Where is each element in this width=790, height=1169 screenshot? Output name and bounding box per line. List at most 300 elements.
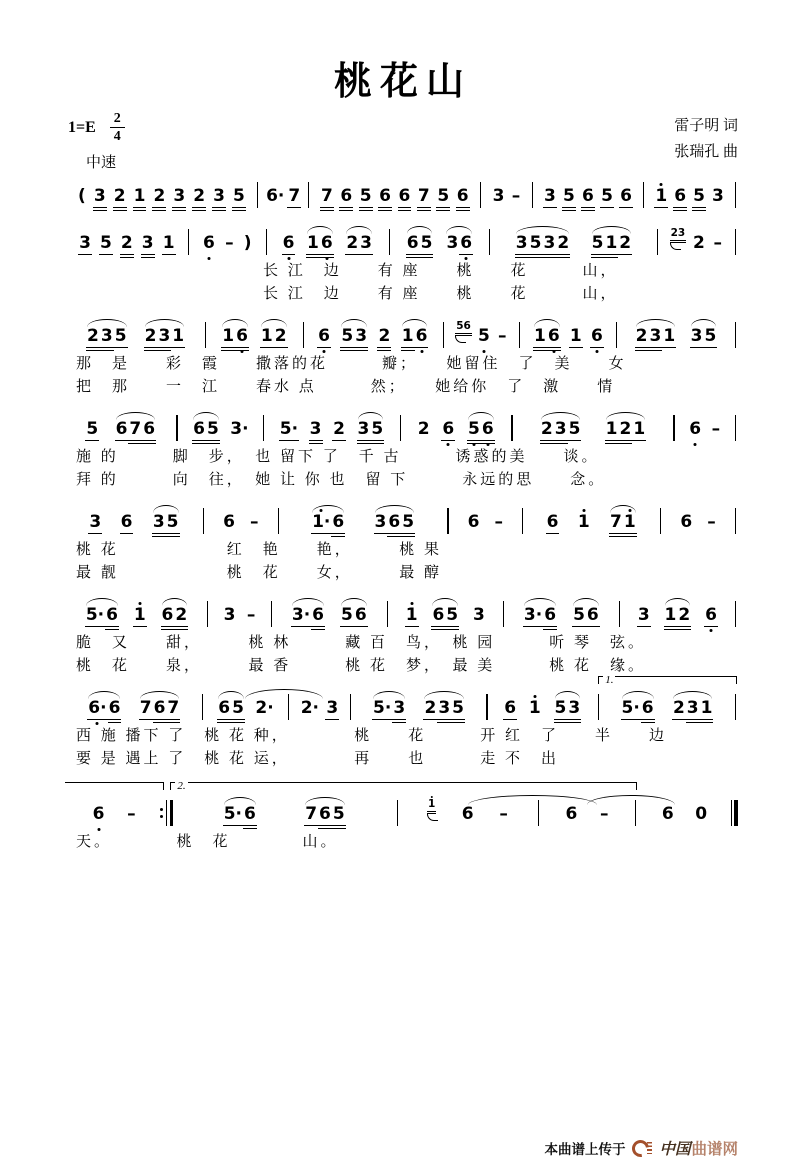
lyrics-row: 把 那 一 江 春水 点 然； 她给你 了 激 情: [76, 379, 616, 395]
measure: [622, 606, 733, 631]
site-logo-icon: [632, 1140, 652, 1157]
note: 1: [654, 187, 668, 212]
note: 6: [441, 420, 455, 445]
measure: [535, 187, 641, 212]
note: 6: [354, 606, 368, 631]
key-signature: 1=E: [68, 118, 96, 136]
note: 0: [695, 804, 708, 824]
barline: [619, 601, 620, 627]
note: 2: [86, 327, 100, 352]
note: 2: [144, 327, 158, 352]
slur-arc: [553, 699, 583, 724]
score: [68, 178, 738, 853]
barline: [288, 694, 289, 720]
measure: [306, 327, 441, 352]
slur-arc: [220, 327, 250, 352]
barline: [522, 508, 523, 534]
barline: [735, 694, 736, 720]
measure: [390, 606, 501, 631]
lyrics-row: 脆 又 甜， 桃 林 藏 百 鸟， 桃 园 听 琴 弦。: [76, 635, 647, 651]
note: 3: [543, 187, 557, 212]
note: 5: [692, 187, 706, 212]
slur-arc: [689, 327, 719, 352]
note: 6: [641, 699, 655, 724]
note: 1: [528, 699, 542, 724]
note: 6: [217, 699, 231, 724]
note: 5: [477, 327, 491, 352]
measure: [281, 513, 446, 538]
barline: [205, 322, 206, 348]
barline: [400, 415, 401, 441]
measure: [68, 606, 205, 631]
slur-arc: [356, 420, 386, 445]
barline: [735, 415, 736, 441]
measure: [269, 234, 387, 259]
dash: –: [498, 326, 507, 346]
note: 5: [451, 699, 465, 724]
volta-label: 1.: [605, 674, 614, 686]
volta-bracket: [170, 782, 399, 790]
note: 1: [623, 513, 637, 538]
slur-arc: [532, 327, 562, 352]
slur-arc: [344, 234, 374, 259]
time-signature-denominator: 4: [110, 127, 125, 145]
note: 3: [223, 605, 236, 625]
dash: –: [599, 804, 609, 824]
note: 6: [243, 805, 257, 830]
time-signature: [110, 110, 125, 145]
note: 3: [141, 234, 155, 259]
note: 5: [703, 327, 717, 352]
note: 3: [359, 234, 373, 259]
note: 5·: [279, 420, 299, 445]
slur-arc: [539, 420, 583, 445]
note: 6: [318, 805, 332, 830]
note: 6: [202, 234, 216, 259]
note: 3: [354, 327, 368, 352]
note: 6: [105, 606, 119, 631]
note: 6·: [87, 699, 107, 724]
music-system: [68, 597, 738, 677]
grace-note-digits: 23: [670, 228, 687, 243]
note: 1: [533, 327, 547, 352]
measure: [515, 420, 672, 445]
note: 5: [206, 420, 220, 445]
measure: [266, 420, 398, 445]
slur-arc: [310, 513, 346, 538]
note: 3: [446, 233, 459, 253]
note: 6: [673, 187, 687, 212]
site-name-light: 曲谱网: [691, 1141, 738, 1158]
note: 3: [172, 187, 186, 212]
note: 3: [88, 513, 102, 538]
slur-arc: [143, 327, 187, 352]
note: 5: [114, 327, 128, 352]
measure: [274, 606, 385, 631]
slur-arc: [371, 699, 407, 724]
music-system: [68, 178, 738, 212]
measure: [483, 187, 529, 212]
note: 6: [115, 420, 129, 445]
note: 7: [417, 187, 431, 212]
slur-arc: [422, 699, 466, 724]
barline: [443, 322, 444, 348]
measure: [191, 234, 264, 259]
note: 1: [260, 327, 274, 352]
note: 6: [108, 699, 122, 724]
note: 3: [648, 327, 662, 352]
grace-tie-icon: [455, 336, 466, 343]
slur-arc: [259, 327, 289, 352]
barline: [598, 694, 599, 720]
dash: –: [225, 233, 234, 253]
note: 5: [231, 699, 245, 724]
dash: –: [511, 186, 521, 206]
meta-row: [68, 110, 738, 171]
note: 6: [459, 234, 473, 259]
note: 6: [546, 513, 560, 538]
volta-label: 2.: [177, 780, 186, 792]
note: 1: [162, 234, 176, 259]
measure: [451, 513, 520, 538]
site-name: [659, 1137, 738, 1159]
parenthesis: ): [243, 233, 252, 253]
note: 6: [282, 234, 296, 259]
note: 6: [619, 187, 633, 212]
measure: [68, 805, 160, 830]
repeat-dots: [160, 808, 163, 819]
barline: [616, 322, 617, 348]
measure: [646, 187, 732, 212]
note: 2: [192, 187, 206, 212]
barline: [532, 182, 533, 208]
slur-arc: [522, 606, 558, 631]
volta-bracket: [397, 782, 539, 790]
note: 2: [423, 699, 437, 724]
slur-arc: [222, 805, 258, 830]
slur-arc: [400, 327, 430, 352]
dash: –: [494, 512, 503, 532]
measure: [525, 513, 658, 538]
note: 2: [672, 699, 686, 724]
notation-row: [68, 674, 738, 724]
music-system: [68, 411, 738, 491]
note: 6: [192, 420, 206, 445]
tempo-marking: 中速: [86, 155, 117, 171]
barline: [735, 508, 736, 534]
lyrics-row: 天。 桃 花 山。: [76, 834, 339, 850]
note: 6: [586, 606, 600, 631]
slur-arc: [590, 234, 634, 259]
note: 6: [153, 699, 167, 724]
note: 6: [456, 187, 470, 212]
final-barline: [731, 800, 738, 826]
slur-arc: [430, 606, 460, 631]
note: 3: [711, 186, 724, 206]
volta-bracket: [65, 782, 164, 790]
slur-arc: [514, 234, 571, 259]
note: 3: [93, 187, 107, 212]
note: 5: [572, 606, 586, 631]
lyrics-row: 施 的 脚 步， 也 留下 了 千 古 诱惑的美 谈。: [76, 449, 600, 465]
measure: [210, 606, 268, 631]
note: 6: [92, 805, 106, 830]
measure: [660, 227, 733, 259]
slur-arc: [290, 606, 326, 631]
slur-arc: [191, 420, 221, 445]
barline: [447, 508, 448, 534]
music-system: [68, 318, 738, 398]
key-and-tempo: [68, 110, 125, 172]
note: 1: [604, 234, 618, 259]
slur-arc: [663, 606, 693, 631]
slur-arc: [373, 513, 417, 538]
note: 3·: [523, 606, 543, 631]
note: 7: [287, 187, 301, 212]
measure: [68, 513, 201, 538]
note: 3: [309, 420, 323, 445]
note: 3: [100, 327, 114, 352]
note: 1: [221, 327, 235, 352]
note: 1: [133, 187, 147, 212]
note: 6: [311, 606, 325, 631]
note: 6: [331, 513, 345, 538]
barline: [511, 415, 512, 441]
note: 1: [664, 606, 678, 631]
measure: [506, 606, 617, 631]
lyrics-row: 要 是 遇上 了 桃 花 运， 再 也 走 不 出: [76, 751, 560, 767]
note: 5: [232, 187, 246, 212]
measure: [400, 798, 535, 830]
measure: [403, 420, 509, 445]
slur-arc: [151, 513, 181, 538]
note: 3: [686, 699, 700, 724]
note: 2: [120, 234, 134, 259]
measure: [68, 234, 186, 259]
slur-arc: [466, 420, 496, 445]
note: 5: [401, 513, 415, 538]
note: 6: [161, 606, 175, 631]
note: 2: [152, 187, 166, 212]
note: 3: [492, 186, 505, 206]
note: 6: [543, 606, 557, 631]
note: 6: [398, 187, 412, 212]
note: 5: [85, 420, 99, 445]
lyrics-row: 那 是 彩 霞 撒落的花 瓣； 她留住 了 美 女: [76, 356, 627, 372]
grace-note-digits: 1: [427, 799, 436, 814]
note: 5: [359, 187, 373, 212]
note: 7: [139, 699, 153, 724]
note: 6: [120, 513, 134, 538]
lyrics-row: 拜 的 向 往， 她 让 你 也 留 下 永远的思 念。: [76, 472, 607, 488]
barline: [657, 229, 658, 255]
credits: [674, 114, 738, 165]
tie-arc: [468, 795, 597, 805]
note: 3: [690, 327, 704, 352]
measure: [260, 187, 306, 212]
note: 6·: [266, 186, 285, 206]
note: 5·: [621, 699, 641, 724]
measure: [492, 234, 654, 259]
notation-row: [68, 780, 738, 830]
note: 2: [174, 606, 188, 631]
note: 3·: [291, 606, 311, 631]
barline: [202, 694, 203, 720]
note: 3: [515, 234, 529, 259]
music-system: [68, 504, 738, 584]
barline: [188, 229, 189, 255]
barline: [519, 322, 520, 348]
note: 6: [339, 187, 353, 212]
measure: [663, 513, 732, 538]
note: 2: [692, 233, 705, 253]
note: 6: [317, 327, 331, 352]
barline: [203, 508, 204, 534]
note: 6: [378, 187, 392, 212]
note: 5: [340, 327, 354, 352]
slur-arc: [216, 699, 246, 724]
notation-row: [68, 411, 738, 445]
note: 5: [529, 234, 543, 259]
note: 6: [320, 234, 334, 259]
note: 3: [78, 234, 92, 259]
lyrics-row: 长 江 边 有 座 桃 花 山，: [263, 286, 619, 302]
measure: [353, 699, 485, 724]
note: 5: [420, 234, 434, 259]
volta-bracket: [598, 676, 737, 684]
note: 6: [581, 187, 595, 212]
slur-arc: [444, 234, 474, 259]
barline: [673, 415, 674, 441]
parenthesis: (: [78, 186, 86, 206]
slur-arc: [84, 606, 120, 631]
note: 6: [415, 327, 429, 352]
barline: [735, 322, 736, 348]
note: 5: [467, 420, 481, 445]
note: 5: [554, 699, 568, 724]
grace-notes: [455, 321, 472, 343]
lyrics-row: 西 施 播下 了 桃 花 种， 桃 花 开 红 了 半 边: [76, 728, 668, 744]
dash: –: [713, 233, 723, 253]
note: 5: [166, 513, 180, 538]
note: 2: [113, 187, 127, 212]
measure: [677, 420, 733, 445]
dash: –: [499, 804, 508, 824]
barline: [538, 800, 539, 826]
measure: [638, 805, 730, 830]
note: 5·: [85, 606, 105, 631]
barline: [489, 229, 490, 255]
measure: [208, 327, 300, 352]
slur-arc: [114, 420, 158, 445]
note: 3: [554, 420, 568, 445]
site-name-dark: 中国: [659, 1141, 691, 1158]
slur-arc: [339, 327, 369, 352]
barline: [735, 229, 736, 255]
note: 3: [157, 327, 171, 352]
note: 5·: [372, 699, 392, 724]
dash: –: [711, 419, 721, 439]
note: 5: [340, 606, 354, 631]
slur-arc: [305, 234, 335, 259]
grace-tie-icon: [670, 243, 681, 250]
slur-arc: [339, 606, 369, 631]
barline: [389, 229, 390, 255]
slur-arc: [634, 327, 678, 352]
measure: [522, 327, 614, 352]
note: 5: [591, 234, 605, 259]
dash: –: [127, 804, 136, 824]
measure: [601, 674, 733, 724]
note: 1: [662, 327, 676, 352]
measure: [392, 234, 487, 259]
slur-arc: [303, 805, 347, 830]
barline: [266, 229, 267, 255]
grace-notes: [427, 799, 438, 821]
note: 3·: [230, 419, 249, 439]
time-signature-numerator: 2: [113, 110, 121, 126]
barline: [308, 182, 309, 208]
logo-crescent-icon: [629, 1136, 653, 1160]
note: 5·: [223, 805, 243, 830]
note: 5: [99, 234, 113, 259]
note: 5: [562, 187, 576, 212]
measure: [291, 699, 347, 724]
note: 3: [473, 605, 485, 625]
measure: [311, 187, 478, 212]
barline: [503, 601, 504, 627]
slur-arc: [86, 699, 122, 724]
lyricist-credit: 雷子明 词: [674, 118, 738, 134]
note: 3: [152, 513, 166, 538]
note: 3: [357, 420, 371, 445]
note: 6: [467, 512, 480, 532]
measure: [205, 699, 286, 724]
note: 1: [401, 327, 415, 352]
note: 1·: [311, 513, 331, 538]
barline: [735, 182, 736, 208]
slur-arc: [138, 699, 182, 724]
note: 3: [542, 234, 556, 259]
score-page: [0, 50, 790, 853]
note: 2: [618, 420, 632, 445]
note: 5: [370, 420, 384, 445]
slur-arc: [85, 327, 129, 352]
note: 3: [637, 606, 651, 631]
note: 6: [142, 420, 156, 445]
note: 6: [503, 699, 517, 724]
barline: [397, 800, 398, 826]
dash: –: [250, 512, 259, 532]
music-system: [68, 225, 738, 305]
note: 1: [577, 513, 591, 538]
measure: [68, 187, 255, 212]
note: 5: [436, 187, 450, 212]
composer-credit: 张瑞孔 曲: [674, 143, 738, 160]
barline: [660, 508, 661, 534]
barline: [271, 601, 272, 627]
note: 2: [540, 420, 554, 445]
measure: [68, 420, 174, 445]
note: 6: [590, 327, 604, 352]
note: 5: [445, 606, 459, 631]
dash: –: [707, 512, 716, 532]
barline: [480, 182, 481, 208]
note: 2: [677, 606, 691, 631]
note: 6: [387, 513, 401, 538]
measure: [180, 420, 261, 445]
note: 2·: [300, 698, 319, 718]
